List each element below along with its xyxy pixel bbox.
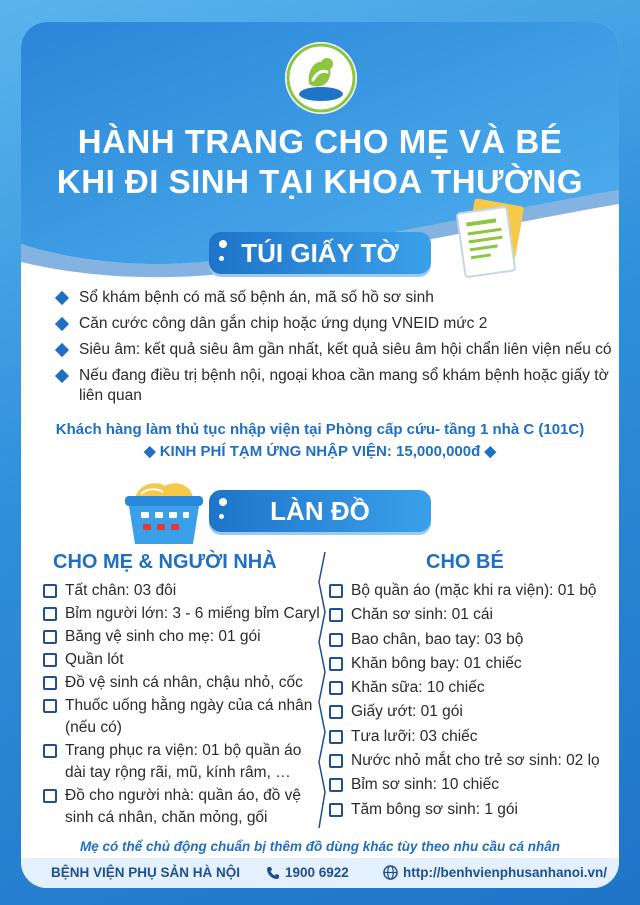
poster-card bbox=[21, 22, 619, 888]
documents-list-item: Căn cước công dân gắn chip hoặc ứng dụng VNEID mức 2 bbox=[55, 314, 615, 334]
checklist-item: Giấy ướt: 01 gói bbox=[329, 701, 614, 723]
checkbox[interactable] bbox=[43, 699, 57, 713]
checklist-item: Bỉm sơ sinh: 10 chiếc bbox=[329, 774, 614, 796]
phone-icon bbox=[266, 866, 280, 880]
hospital-logo bbox=[283, 40, 359, 116]
checklist-item: Bao chân, bao tay: 03 bộ bbox=[329, 629, 614, 651]
checkbox[interactable] bbox=[329, 803, 343, 817]
pill-dot-icon bbox=[219, 514, 224, 519]
document-icon bbox=[453, 198, 527, 282]
checkbox[interactable] bbox=[43, 584, 57, 598]
checklist-item: Chăn sơ sinh: 01 cái bbox=[329, 604, 614, 626]
checklist-item: Thuốc uống hằng ngày của cá nhân (nếu có) bbox=[43, 695, 323, 739]
footer-phone[interactable]: 1900 6922 bbox=[266, 864, 349, 882]
checklist-item: Tất chân: 03 đôi bbox=[43, 580, 323, 602]
pill-dot-icon bbox=[219, 240, 227, 248]
checkbox[interactable] bbox=[329, 730, 343, 744]
checklist-item: Trang phục ra viện: 01 bộ quần áo dài tay rộng rãi, mũ, kính râm, … bbox=[43, 740, 323, 784]
documents-list-item: Siêu âm: kết quả siêu âm gần nhất, kết quả siêu âm hội chẩn liên viện nếu có bbox=[55, 340, 615, 360]
checkbox[interactable] bbox=[43, 676, 57, 690]
checkbox[interactable] bbox=[329, 754, 343, 768]
checklist-item: Đồ vệ sinh cá nhân, chậu nhỏ, cốc bbox=[43, 672, 323, 694]
checkbox[interactable] bbox=[43, 789, 57, 803]
checklist-item: Đồ cho người nhà: quần áo, đồ vệ sinh cá nhân, chăn mỏng, gối bbox=[43, 785, 323, 829]
pill-dot-icon bbox=[219, 256, 224, 261]
checklist-item: Quần lót bbox=[43, 649, 323, 671]
mom-column-heading: CHO MẸ & NGƯỜI NHÀ bbox=[53, 551, 277, 573]
checkbox[interactable] bbox=[329, 705, 343, 719]
documents-list bbox=[55, 288, 615, 412]
page-title bbox=[21, 122, 619, 202]
checkbox[interactable] bbox=[329, 633, 343, 647]
documents-list-item: Sổ khám bệnh có mã số bệnh án, mã số hồ sơ sinh bbox=[55, 288, 615, 308]
laundry-heading-text: LÀN ĐỒ bbox=[270, 496, 370, 526]
checkbox[interactable] bbox=[43, 653, 57, 667]
title-line-2: KHI ĐI SINH TẠI KHOA THƯỜNG bbox=[56, 163, 584, 200]
footer-website-link[interactable]: http://benhvienphusanhanoi.vn/ bbox=[383, 864, 607, 882]
diamond-bullet-icon bbox=[55, 317, 69, 331]
documents-heading-text: TÚI GIẤY TỜ bbox=[241, 238, 399, 268]
documents-section-heading bbox=[209, 232, 431, 274]
preparation-note: Mẹ có thể chủ động chuẩn bị thêm đồ dùng khác tùy theo nhu cầu cá nhân bbox=[79, 839, 561, 854]
globe-icon bbox=[383, 865, 398, 880]
pill-dot-icon bbox=[219, 498, 227, 506]
laundry-section-heading bbox=[209, 490, 431, 532]
footer-hospital-name: BỆNH VIỆN PHỤ SẢN HÀ NỘI bbox=[51, 865, 241, 880]
checklist-item: Khăn bông bay: 01 chiếc bbox=[329, 653, 614, 675]
checklist-item: Bỉm người lớn: 3 - 6 miếng bỉm Caryl bbox=[43, 603, 323, 625]
checkbox[interactable] bbox=[43, 607, 57, 621]
checklist-item: Khăn sữa: 10 chiếc bbox=[329, 677, 614, 699]
footer bbox=[21, 858, 619, 888]
diamond-bullet-icon bbox=[55, 291, 69, 305]
checkbox[interactable] bbox=[329, 778, 343, 792]
admission-note: Khách hàng làm thủ tục nhập viện tại Phòng cấp cứu- tầng 1 nhà C (101C) bbox=[55, 421, 585, 438]
laundry-basket-icon bbox=[121, 478, 207, 548]
baby-column-heading: CHO BÉ bbox=[426, 551, 504, 573]
title-line-1: HÀNH TRANG CHO MẸ VÀ BÉ bbox=[77, 123, 563, 160]
checklist-item: Bộ quần áo (mặc khi ra viện): 01 bộ bbox=[329, 580, 614, 602]
baby-checklist bbox=[329, 580, 614, 823]
diamond-bullet-icon bbox=[55, 369, 69, 383]
checkbox[interactable] bbox=[329, 584, 343, 598]
checkbox[interactable] bbox=[329, 681, 343, 695]
checklist-item: Tăm bông sơ sinh: 1 gói bbox=[329, 799, 614, 821]
diamond-bullet-icon bbox=[55, 343, 69, 357]
documents-list-item: Nếu đang điều trị bệnh nội, ngoại khoa cần mang sổ khám bệnh hoặc giấy tờ liên quan bbox=[55, 366, 615, 406]
checkbox[interactable] bbox=[329, 657, 343, 671]
checkbox[interactable] bbox=[43, 630, 57, 644]
checklist-item: Băng vệ sinh cho mẹ: 01 gói bbox=[43, 626, 323, 648]
checklist-item: Tưa lưỡi: 03 chiếc bbox=[329, 726, 614, 748]
mom-checklist bbox=[43, 580, 323, 830]
checkbox[interactable] bbox=[329, 608, 343, 622]
fee-note: ◆ KINH PHÍ TẠM ỨNG NHẬP VIỆN: 15,000,000đ ◆ bbox=[144, 443, 496, 460]
checkbox[interactable] bbox=[43, 744, 57, 758]
checklist-item: Nước nhỏ mắt cho trẻ sơ sinh: 02 lọ bbox=[329, 750, 614, 772]
